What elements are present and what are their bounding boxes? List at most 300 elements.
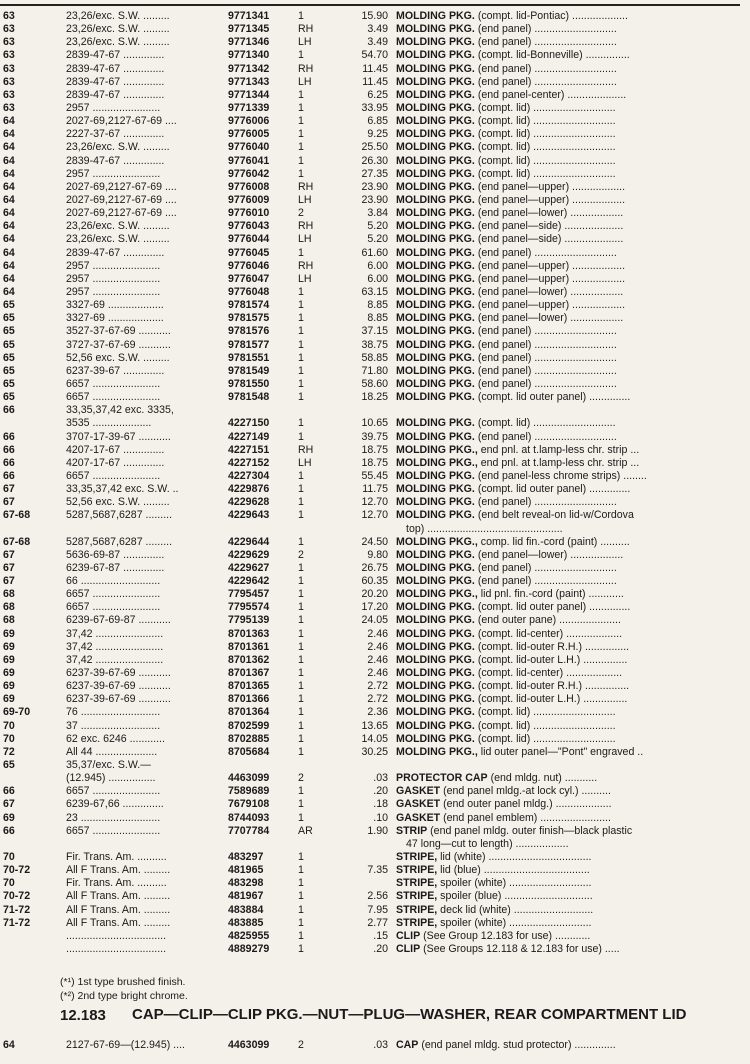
quantity-cell: 1 xyxy=(298,469,304,482)
models-cell: 6657 ....................... xyxy=(66,588,161,601)
part-detail: (end panel-center) .................... xyxy=(477,88,627,101)
models-cell: Fir. Trans. Am. .......... xyxy=(66,851,167,864)
models-cell: 37,42 ....................... xyxy=(66,653,164,666)
price-cell: 8.85 xyxy=(367,312,388,325)
part-number-cell: 9776006 xyxy=(228,115,270,128)
part-detail: (compt. lid) ............................ xyxy=(477,154,616,167)
part-detail: (end panel) ............................ xyxy=(477,377,617,390)
part-name: STRIPE, xyxy=(396,890,438,903)
quantity-cell: RH xyxy=(298,180,314,193)
part-detail: spoiler (blue) .............................. xyxy=(440,890,593,903)
quantity-cell: 1 xyxy=(298,430,304,443)
year-cell: 67-68 xyxy=(3,509,31,522)
models-cell: 37,42 ....................... xyxy=(66,640,164,653)
part-number-cell: 9771345 xyxy=(228,23,270,36)
models-cell: 6239-67-87 .............. xyxy=(66,561,165,574)
part-number-cell: 4229628 xyxy=(228,496,270,509)
description-cell xyxy=(396,417,744,430)
quantity-cell: RH xyxy=(298,220,314,233)
quantity-cell: 1 xyxy=(298,561,304,574)
description-cell xyxy=(396,641,744,654)
price-cell: 11.45 xyxy=(362,75,388,88)
price-cell: 12.70 xyxy=(361,496,388,509)
description-cell xyxy=(396,667,744,680)
quantity-cell: 1 xyxy=(298,299,304,312)
quantity-cell: LH xyxy=(298,193,312,206)
price-cell: 9.25 xyxy=(367,128,388,141)
part-name: MOLDING PKG. xyxy=(396,469,475,482)
models-cell: 6657 ....................... xyxy=(66,601,161,614)
table-row xyxy=(0,496,745,509)
year-cell: 68 xyxy=(3,614,15,627)
models-cell: 2027-69,2127-67-69 .... xyxy=(66,207,177,220)
part-number-cell: 8701365 xyxy=(228,680,270,693)
price-cell: 20.20 xyxy=(361,588,388,601)
description-cell xyxy=(396,536,744,549)
year-cell: 64 xyxy=(3,233,15,246)
year-cell: 66 xyxy=(3,430,15,443)
year-cell: 64 xyxy=(3,246,15,259)
part-name: MOLDING PKG. xyxy=(396,601,475,614)
table-row xyxy=(0,917,745,930)
price-cell: 60.35 xyxy=(361,575,388,588)
price-cell: .03 xyxy=(373,1039,388,1051)
description-cell xyxy=(396,562,744,575)
description-cell xyxy=(396,509,744,535)
part-name: CAP xyxy=(396,1039,419,1051)
part-name: MOLDING PKG., xyxy=(396,745,478,758)
year-cell: 65 xyxy=(3,759,15,772)
part-name: MOLDING PKG. xyxy=(396,75,475,88)
quantity-cell: LH xyxy=(298,75,312,88)
part-name: MOLDING PKG. xyxy=(396,154,475,167)
table-row xyxy=(0,930,745,943)
year-cell: 70-72 xyxy=(3,890,31,903)
year-cell: 65 xyxy=(3,351,15,364)
description-cell xyxy=(396,233,744,246)
part-name: MOLDING PKG. xyxy=(396,193,475,206)
price-cell: 6.25 xyxy=(367,88,388,101)
part-detail-continued: top) .............................................. xyxy=(406,522,563,535)
part-number-cell: 9771341 xyxy=(228,10,270,22)
description-cell xyxy=(396,1039,744,1052)
part-name: MOLDING PKG. xyxy=(396,653,475,666)
part-name: MOLDING PKG. xyxy=(396,417,475,430)
part-detail: (compt. lid) ............................ xyxy=(477,167,616,180)
part-name: MOLDING PKG. xyxy=(396,364,475,377)
models-cell: 66 ........................... xyxy=(66,575,161,588)
year-cell: 67 xyxy=(3,496,15,509)
quantity-cell: 1 xyxy=(298,916,304,929)
description-cell xyxy=(396,168,744,181)
part-number-cell: 9781574 xyxy=(228,299,270,312)
part-number-cell: 9776008 xyxy=(228,180,270,193)
table-row xyxy=(0,89,745,102)
price-cell: 5.20 xyxy=(367,220,388,233)
description-cell xyxy=(396,36,744,49)
part-number-cell: 9781550 xyxy=(228,377,270,390)
table-row xyxy=(0,325,745,338)
models-cell: 23,26/exc. S.W. ......... xyxy=(66,141,170,154)
part-detail: (end panel) ............................ xyxy=(477,23,617,36)
year-cell: 66 xyxy=(3,469,15,482)
table-row xyxy=(0,404,745,417)
description-cell xyxy=(396,614,744,627)
quantity-cell: 1 xyxy=(298,246,304,259)
quantity-cell: 1 xyxy=(298,88,304,101)
part-name: MOLDING PKG. xyxy=(396,325,475,338)
part-name: STRIPE, xyxy=(396,864,438,877)
price-cell: .10 xyxy=(373,811,388,824)
part-name: MOLDING PKG. xyxy=(396,561,475,574)
quantity-cell: 2 xyxy=(298,207,304,220)
table-row xyxy=(0,417,745,430)
price-cell: 27.35 xyxy=(361,167,388,180)
quantity-cell: 1 xyxy=(298,640,304,653)
table-row xyxy=(0,575,745,588)
part-number-cell: 481967 xyxy=(228,890,264,903)
description-cell xyxy=(396,772,744,785)
part-detail: (end panel-less chrome strips) ........ xyxy=(477,469,647,482)
table-row xyxy=(0,772,745,785)
models-cell: 5287,5687,6287 ......... xyxy=(66,535,173,548)
description-cell xyxy=(396,904,744,917)
year-cell: 69 xyxy=(3,693,15,706)
price-cell: 5.20 xyxy=(367,233,388,246)
part-detail: spoiler (white) ............................ xyxy=(440,877,592,890)
models-cell: 76 ........................... xyxy=(66,706,161,719)
year-cell: 65 xyxy=(3,299,15,312)
quantity-cell: RH xyxy=(298,23,314,36)
part-name: MOLDING PKG. xyxy=(396,719,475,732)
part-number-cell: 8702885 xyxy=(228,732,270,745)
part-detail: (end panel) ............................ xyxy=(477,338,617,351)
part-name: MOLDING PKG. xyxy=(396,299,475,312)
part-detail: (compt. lid) ............................ xyxy=(477,141,616,154)
models-cell: Fir. Trans. Am. .......... xyxy=(66,877,167,890)
part-name: MOLDING PKG. xyxy=(396,693,475,706)
year-cell: 63 xyxy=(3,62,15,75)
description-cell xyxy=(396,23,744,36)
part-number-cell: 9776041 xyxy=(228,154,270,167)
description-cell xyxy=(396,247,744,260)
part-name: MOLDING PKG. xyxy=(396,23,475,36)
price-cell: 10.65 xyxy=(361,417,388,430)
year-cell: 64 xyxy=(3,154,15,167)
models-cell: 2957 ....................... xyxy=(66,167,161,180)
year-cell: 65 xyxy=(3,312,15,325)
part-number-cell: 9781548 xyxy=(228,391,270,404)
quantity-cell: 1 xyxy=(298,351,304,364)
year-cell: 67 xyxy=(3,483,15,496)
description-cell xyxy=(396,63,744,76)
part-detail: (end panel) ............................ xyxy=(477,364,617,377)
year-cell: 71-72 xyxy=(3,903,31,916)
price-cell: .03 xyxy=(373,772,388,785)
price-cell: 2.56 xyxy=(367,890,388,903)
table-row xyxy=(0,943,745,956)
price-cell: 38.75 xyxy=(361,338,388,351)
description-cell xyxy=(396,588,744,601)
part-detail: (end panel) ............................ xyxy=(477,496,617,509)
part-name: MOLDING PKG. xyxy=(396,272,475,285)
models-cell: 4207-17-67 .............. xyxy=(66,443,165,456)
year-cell: 65 xyxy=(3,391,15,404)
quantity-cell: 1 xyxy=(298,627,304,640)
part-name: MOLDING PKG. xyxy=(396,312,475,325)
description-cell xyxy=(396,286,744,299)
models-cell: 6657 ....................... xyxy=(66,469,161,482)
part-number-cell: 8705684 xyxy=(228,745,270,758)
part-name: MOLDING PKG. xyxy=(396,180,475,193)
part-detail: deck lid (white) ........................... xyxy=(440,903,594,916)
part-name: MOLDING PKG. xyxy=(396,233,475,246)
table-row xyxy=(0,601,745,614)
description-cell xyxy=(396,864,744,877)
part-detail: (compt. lid-outer L.H.) ............... xyxy=(477,693,628,706)
year-cell: 69 xyxy=(3,667,15,680)
part-detail: (end panel) ............................ xyxy=(477,351,617,364)
section-title: CAP—CLIP—CLIP PKG.—NUT—PLUG—WASHER, REAR COMPARTMENT LID xyxy=(132,1006,687,1023)
part-number-cell: 8701361 xyxy=(228,640,270,653)
description-cell xyxy=(396,220,744,233)
part-name: MOLDING PKG. xyxy=(396,49,475,62)
part-detail: (end mldg. nut) ........... xyxy=(490,772,598,785)
models-cell: 23 ........................... xyxy=(66,811,161,824)
part-detail: (end panel—upper) .................. xyxy=(477,259,626,272)
quantity-cell: 1 xyxy=(298,101,304,114)
part-detail: (compt. lid outer panel) .............. xyxy=(477,391,631,404)
price-cell: 11.75 xyxy=(362,483,388,496)
models-cell: 52,56 exc. S.W. ......... xyxy=(66,496,170,509)
models-cell: 23,26/exc. S.W. ......... xyxy=(66,36,170,49)
price-cell: 2.46 xyxy=(367,627,388,640)
part-name: MOLDING PKG. xyxy=(396,706,475,719)
price-cell: 6.00 xyxy=(367,272,388,285)
year-cell: 70 xyxy=(3,877,15,890)
year-cell: 71-72 xyxy=(3,916,31,929)
year-cell: 64 xyxy=(3,115,15,128)
year-cell: 65 xyxy=(3,364,15,377)
table-row xyxy=(0,391,745,404)
part-name: STRIPE, xyxy=(396,877,438,890)
table-row xyxy=(0,207,745,220)
description-cell xyxy=(396,943,744,956)
part-number-cell: 483298 xyxy=(228,877,264,890)
models-cell: 2957 ....................... xyxy=(66,285,161,298)
part-detail: end pnl. at t.lamp-less chr. strip ... xyxy=(480,443,640,456)
table-row xyxy=(0,509,745,535)
quantity-cell: 1 xyxy=(298,745,304,758)
description-cell xyxy=(396,877,744,890)
year-cell: 66 xyxy=(3,404,15,417)
description-cell xyxy=(396,917,744,930)
part-number-cell: 4825955 xyxy=(228,929,270,942)
price-cell: 54.70 xyxy=(361,49,388,62)
table-row xyxy=(0,233,745,246)
part-name: MOLDING PKG. xyxy=(396,377,475,390)
part-number-cell: 4227304 xyxy=(228,469,270,482)
description-cell xyxy=(396,693,744,706)
part-number-cell: 9771340 xyxy=(228,49,270,62)
description-cell xyxy=(396,496,744,509)
table-row xyxy=(0,812,745,825)
part-name: GASKET xyxy=(396,811,441,824)
year-cell: 69 xyxy=(3,811,15,824)
description-cell xyxy=(396,601,744,614)
part-number-cell: 9776045 xyxy=(228,246,270,259)
year-cell: 63 xyxy=(3,88,15,101)
table-row xyxy=(0,286,745,299)
part-detail: (end panel—lower) .................. xyxy=(477,285,624,298)
models-cell: (12.945) ................ xyxy=(66,772,156,785)
part-detail: (end outer pane) ..................... xyxy=(477,614,621,627)
quantity-cell: 1 xyxy=(298,10,304,22)
price-cell: 58.60 xyxy=(361,377,388,390)
part-detail: (end panel) ............................ xyxy=(477,36,617,49)
quantity-cell: 1 xyxy=(298,535,304,548)
quantity-cell: 1 xyxy=(298,851,304,864)
table-row xyxy=(0,733,745,746)
models-cell: 6657 ....................... xyxy=(66,785,161,798)
quantity-cell: LH xyxy=(298,36,312,49)
table-row xyxy=(0,194,745,207)
year-cell: 69 xyxy=(3,680,15,693)
models-cell: 4207-17-67 .............. xyxy=(66,456,165,469)
part-number-cell: 8701366 xyxy=(228,693,270,706)
models-cell: 37,42 ....................... xyxy=(66,627,164,640)
quantity-cell: 1 xyxy=(298,496,304,509)
part-number-cell: 7589689 xyxy=(228,785,270,798)
part-number-cell: 9771343 xyxy=(228,75,270,88)
price-cell: 2.46 xyxy=(367,667,388,680)
quantity-cell: 1 xyxy=(298,877,304,890)
part-name: MOLDING PKG. xyxy=(396,496,475,509)
part-number-cell: 7795457 xyxy=(228,588,270,601)
part-number-cell: 9776047 xyxy=(228,272,270,285)
description-cell xyxy=(396,102,744,115)
quantity-cell: 1 xyxy=(298,391,304,404)
description-cell xyxy=(396,549,744,562)
year-cell: 65 xyxy=(3,377,15,390)
table-row xyxy=(0,825,745,851)
part-detail: (See Groups 12.118 & 12.183 for use) ..... xyxy=(423,943,620,956)
year-cell: 64 xyxy=(3,141,15,154)
year-cell: 67 xyxy=(3,575,15,588)
part-name: MOLDING PKG. xyxy=(396,680,475,693)
table-row xyxy=(0,877,745,890)
description-cell xyxy=(396,194,744,207)
part-number-cell: 7795139 xyxy=(228,614,270,627)
part-number-cell: 9781577 xyxy=(228,338,270,351)
part-name: MOLDING PKG. xyxy=(396,62,475,75)
part-detail: (end panel emblem) ........................ xyxy=(443,811,611,824)
year-cell: 63 xyxy=(3,75,15,88)
price-cell: 26.75 xyxy=(361,561,388,574)
part-number-cell: 9776048 xyxy=(228,285,270,298)
quantity-cell: 1 xyxy=(298,417,304,430)
part-number-cell: 7795574 xyxy=(228,601,270,614)
description-cell xyxy=(396,115,744,128)
part-detail: (compt. lid outer panel) .............. xyxy=(477,483,631,496)
year-cell: 68 xyxy=(3,588,15,601)
part-name: MOLDING PKG. xyxy=(396,115,475,128)
year-cell: 70 xyxy=(3,719,15,732)
part-name: MOLDING PKG. xyxy=(396,640,475,653)
price-cell: 2.36 xyxy=(367,706,388,719)
table-row xyxy=(0,76,745,89)
year-cell: 63 xyxy=(3,10,15,22)
quantity-cell: 1 xyxy=(298,338,304,351)
year-cell: 69 xyxy=(3,640,15,653)
year-cell: 63 xyxy=(3,49,15,62)
part-number-cell: 8701364 xyxy=(228,706,270,719)
description-cell xyxy=(396,352,744,365)
part-detail: (end panel) ............................ xyxy=(477,325,617,338)
models-cell: 6239-67-69-87 ........... xyxy=(66,614,171,627)
models-cell: 33,35,37,42 exc. S.W. .. xyxy=(66,483,179,496)
part-number-cell: 9776009 xyxy=(228,193,270,206)
part-name: MOLDING PKG. xyxy=(396,128,475,141)
quantity-cell: 1 xyxy=(298,575,304,588)
part-detail: (See Group 12.183 for use) ............ xyxy=(423,929,591,942)
price-cell: 3.49 xyxy=(367,23,388,36)
part-detail: (compt. lid-outer R.H.) ............... xyxy=(477,680,630,693)
price-cell: 12.70 xyxy=(361,509,388,522)
models-cell: 2839-47-67 .............. xyxy=(66,62,165,75)
table-row xyxy=(0,247,745,260)
price-cell: 55.45 xyxy=(361,469,388,482)
part-number-cell: 8702599 xyxy=(228,719,270,732)
description-cell xyxy=(396,49,744,62)
part-number-cell: 9771346 xyxy=(228,36,270,49)
quantity-cell: 1 xyxy=(298,706,304,719)
description-cell xyxy=(396,680,744,693)
table-row xyxy=(0,549,745,562)
part-name: PROTECTOR CAP xyxy=(396,772,488,785)
price-cell: 7.35 xyxy=(367,864,388,877)
table-row xyxy=(0,864,745,877)
quantity-cell: RH xyxy=(298,62,314,75)
quantity-cell: 1 xyxy=(298,864,304,877)
models-cell: .................................. xyxy=(66,929,167,942)
year-cell: 72 xyxy=(3,745,15,758)
table-row xyxy=(0,536,745,549)
quantity-cell: 1 xyxy=(298,653,304,666)
quantity-cell: 1 xyxy=(298,49,304,62)
price-cell: 23.90 xyxy=(361,180,388,193)
part-detail: (compt. lid-Pontiac) ................... xyxy=(477,10,628,22)
part-number-cell: 4229644 xyxy=(228,535,270,548)
quantity-cell: 1 xyxy=(298,732,304,745)
part-detail: (end panel) ............................ xyxy=(477,430,617,443)
models-cell: 3707-17-39-67 ........... xyxy=(66,430,171,443)
year-cell: 68 xyxy=(3,601,15,614)
models-cell: 2839-47-67 .............. xyxy=(66,246,165,259)
quantity-cell: RH xyxy=(298,259,314,272)
models-cell: 5636-69-87 .............. xyxy=(66,548,165,561)
year-cell: 64 xyxy=(3,259,15,272)
part-number-cell: 9781551 xyxy=(228,351,270,364)
part-name: MOLDING PKG., xyxy=(396,456,478,469)
part-name: MOLDING PKG. xyxy=(396,259,475,272)
quantity-cell: 1 xyxy=(298,509,304,522)
table-row xyxy=(0,680,745,693)
models-cell: 23,26/exc. S.W. ......... xyxy=(66,233,170,246)
price-cell: 7.95 xyxy=(367,903,388,916)
part-number-cell: 7679108 xyxy=(228,798,270,811)
footnotes xyxy=(60,975,188,1003)
